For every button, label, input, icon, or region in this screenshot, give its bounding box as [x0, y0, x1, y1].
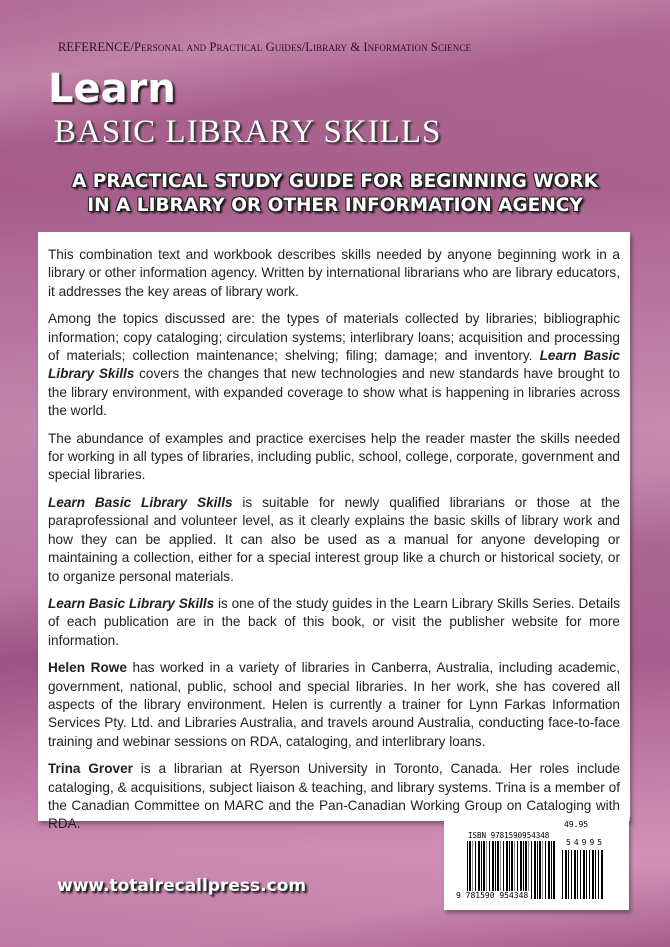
price: 49.95	[564, 820, 589, 829]
paragraph	[48, 310, 620, 420]
paragraph-text: has worked in a variety of libraries in Canberra, Australia, including academic, government, national, public, school and special libraries. In her work, she has covered all aspects of the library environment. Helen is currently a trainer for Lynn Farkas Information Services Pty. Ltd. and Libraries Australia, and travels around Australia, conducting face-to-face training and webinar sessions on RDA, cataloging, and interlibrary loans.	[48, 660, 620, 749]
subtitle-line-2: IN A LIBRARY OR OTHER INFORMATION AGENCY	[87, 195, 583, 216]
author-name: Helen Rowe	[48, 660, 127, 676]
subtitle-line-1: A PRACTICAL STUDY GUIDE FOR BEGINNING WORK	[72, 171, 598, 192]
paragraph-text: is suitable for newly qualified librarians or those at the paraprofessional and volunteer level, as it clearly explains the basic skills of library work and how they can be applied. It can also be used as a manual for anyone developing or maintaining a collection, either for a special interest group like a church or historical society, or to organize personal materials.	[48, 494, 620, 584]
author-bio	[48, 659, 620, 751]
paragraph-text: The abundance of examples and practice exercises help the reader master the skills needed for working in all types of libraries, including public, school, college, corporate, government and special libraries.	[48, 430, 620, 483]
paragraph-text: Among the topics discussed are: the types of materials collected by libraries; bibliographic information; copy cataloging; circulation systems; interlibrary loans; acquisition and processing of materials; collection maintenance; shelving; filing; damage; and inventory.	[48, 311, 620, 364]
barcode-panel	[444, 815, 629, 910]
subtitle	[0, 170, 670, 218]
barcode-digits: 9 781590 954348	[456, 891, 529, 900]
book-title-ref: Learn Basic Library Skills	[48, 348, 620, 382]
paragraph	[48, 494, 620, 586]
title-main: BASIC LIBRARY SKILLS	[54, 114, 442, 150]
paragraph-text: covers the changes that new technologies and new standards have brought to the library environment, with expanded coverage to show what is happening in libraries across the world.	[48, 366, 620, 419]
paragraph	[48, 246, 620, 301]
description-text	[48, 246, 620, 843]
author-name: Trina Grover	[48, 761, 133, 777]
book-title-ref: Learn Basic Library Skills	[48, 595, 215, 611]
paragraph-text: This combination text and workbook describes skills needed by anyone beginning work in a library or other information agency. Written by international librarians who are library educators, it addresses the key areas of library work.	[48, 247, 620, 299]
book-title-ref: Learn Basic Library Skills	[48, 494, 233, 510]
paragraph	[48, 430, 620, 485]
title-learn: Learn	[48, 66, 176, 112]
paragraph-text: is a librarian at Ryerson University in Toronto, Canada. Her roles include cataloging, & acquisitions, subject liaison & teaching, and library systems. Trina is a member of the Canadian Committee on MARC and the Pan-Canadian Working Group on Cataloging with RDA.	[48, 761, 620, 832]
barcode-addon-icon	[562, 850, 603, 899]
paragraph	[48, 595, 620, 650]
isbn-label: ISBN 9781590954348	[468, 831, 550, 840]
publisher-website: www.totalrecallpress.com	[57, 876, 307, 896]
barcode-addon-digits: 54995	[566, 838, 606, 847]
paragraph-text: is one of the study guides in the Learn Library Skills Series. Details of each publication are in the back of this book, or visit the publisher website for more information.	[48, 595, 620, 648]
category-line: REFERENCE/Personal and Practical Guides/Library & Information Science	[58, 40, 472, 54]
